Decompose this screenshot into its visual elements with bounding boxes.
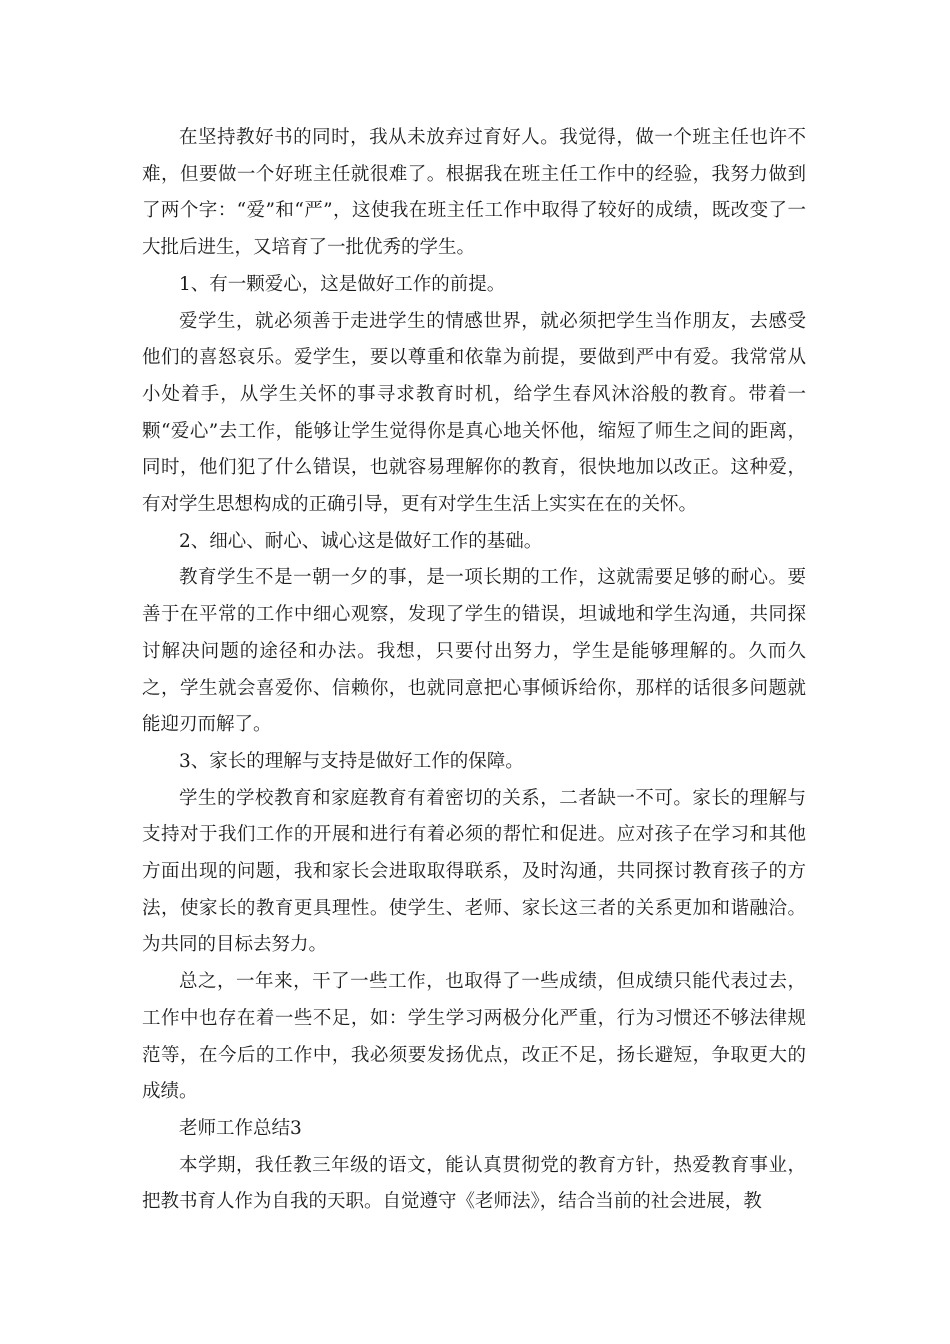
paragraph-parents: 学生的学校教育和家庭教育有着密切的关系，二者缺一不可。家长的理解与支持对于我们工作的开展和进行有着必须的帮忙和促进。应对孩子在学习和其他方面出现的问题，我和家长会进取取得联系，及时沟通，共同探讨教育孩子的方法，使家长的教育更具理性。使学生、老师、家长这三者的关系更加和谐融洽。为共同的目标去努力。 xyxy=(142,787,806,956)
paragraph-semester: 本学期，我任教三年级的语文，能认真贯彻党的教育方针，热爱教育事业，把教书育人作为自我的天职。自觉遵守《老师法》，结合当前的社会进展，教 xyxy=(142,1154,806,1213)
paragraph-love-students: 爱学生，就必须善于走进学生的情感世界，就必须把学生当作朋友，去感受他们的喜怒哀乐。爱学生，要以尊重和依靠为前提，要做到严中有爱。我常常从小处着手，从学生关怀的事寻求教育时机，给学生春风沐浴般的教育。带着一颗“爱心”去工作，能够让学生觉得你是真心地关怀他，缩短了师生之间的距离，同时，他们犯了什么错误，也就容易理解你的教育，很快地加以改正。这种爱，有对学生思想构成的正确引导，更有对学生生活上实实在在的关怀。 xyxy=(142,310,806,516)
heading-point-2: 2、细心、耐心、诚心这是做好工作的基础。 xyxy=(179,530,543,552)
document-body xyxy=(142,120,806,1221)
paragraph-summary: 总之，一年来，干了一些工作，也取得了一些成绩，但成绩只能代表过去，工作中也存在着一些不足，如：学生学习两极分化严重，行为习惯还不够法律规范等，在今后的工作中，我必须要发扬优点，改正不足，扬长避短，争取更大的成绩。 xyxy=(142,971,806,1103)
paragraph-patience: 教育学生不是一朝一夕的事，是一项长期的工作，这就需要足够的耐心。要善于在平常的工作中细心观察，发现了学生的错误，坦诚地和学生沟通，共同探讨解决问题的途径和办法。我想，只要付出努力，学生是能够理解的。久而久之，学生就会喜爱你、信赖你，也就同意把心事倾诉给你，那样的话很多问题就能迎刃而解了。 xyxy=(142,567,806,736)
heading-point-1: 1、有一颗爱心，这是做好工作的前提。 xyxy=(179,273,506,295)
heading-point-3: 3、家长的理解与支持是做好工作的保障。 xyxy=(179,750,524,772)
paragraph-intro: 在坚持教好书的同时，我从未放弃过育好人。我觉得，做一个班主任也许不难，但要做一个好班主任就很难了。根据我在班主任工作中的经验，我努力做到了两个字：“爱”和“严”，这使我在班主任工作中取得了较好的成绩，既改变了一大批后进生，又培育了一批优秀的学生。 xyxy=(142,127,806,259)
section-title: 老师工作总结3 xyxy=(179,1117,302,1139)
